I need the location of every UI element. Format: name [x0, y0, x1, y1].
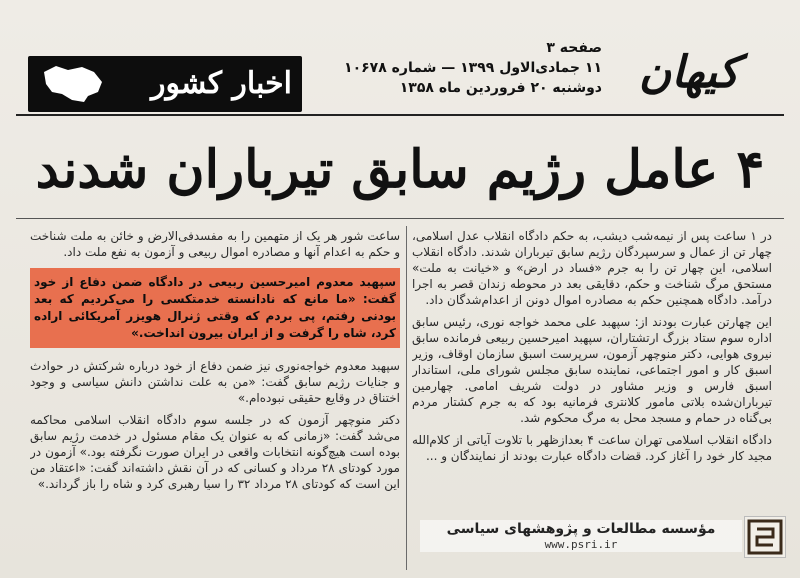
article-column-left: [30, 228, 400, 558]
hijri-date-issue: ۱۱ جمادی‌الاول ۱۳۹۹ — شماره ۱۰۶۷۸: [344, 60, 602, 76]
archive-watermark: [420, 520, 742, 552]
header-rule: [16, 114, 784, 116]
article-paragraph: دادگاه انقلاب اسلامی تهران ساعت ۴ بعدازظهر با تلاوت آیاتی از کلام‌الله مجید کار خود را آغاز کرد. قضات دادگاه عبارت بودند از نمایندگان و ...: [412, 433, 772, 463]
iran-map-icon: [38, 62, 108, 106]
main-headline: ۴ عامل رژیم سابق تیرباران شدند: [35, 139, 765, 200]
watermark-url: www.psri.ir: [544, 538, 618, 551]
issue-info: [302, 38, 602, 108]
section-title: اخبار کشور: [150, 66, 292, 101]
page-number: صفحه ۳: [546, 40, 602, 56]
article-paragraph: ساعت شور هر یک از متهمین را به مفسدفی‌الارض و خائن به ملت شناخت و حکم به اعدام آنها و مصادره اموال ربیعی و آزمون به نفع ملت داد.: [30, 229, 400, 259]
highlighted-quote: سپهبد معدوم امیرحسین ربیعی در دادگاه ضمن دفاع از خود گفت: «ما مانع كه نادانسته خدمتکسی را می‌کردیم که بعد بودنی رفتم، پی بردم که وقتی ژنرال هویزر آمریکائی اراده کرد، شاه را گرفت و از ایران بیرون انداخت.»: [30, 268, 400, 348]
article-paragraph: در ۱ ساعت پس از نیمه‌شب دیشب، به حکم دادگاه انقلاب عدل اسلامی، چهار تن از عمال و سرسپردگان رژیم سابق تیرباران شدند. دادگاه انقلاب اسلامی، این چهار تن را به جرم «فساد در ارض» و «خیانت به ملت» مستحق مرگ شناخت و حکم، دقایقی بعد در محوطه زندان قصر به اجرا درآمد. دادگاه همچنین حکم به مصادره اموال دونن از اعدام‌شدگان داد.: [412, 229, 772, 307]
article-paragraph: دکتر منوچهر آزمون که در جلسه سوم دادگاه انقلاب اسلامی محاکمه می‌شد گفت: «زمانی که به عنوان یک مقام مسئول در خدمت رژیم سابق بوده است هیچ‌گونه انتخابات واقعی در ایران صورت نگرفته بود.» آزمون در مورد کودتای ۲۸ مرداد و کسانی که در آن نقش داشته‌اند گفت: «اعتقاد من این است که کودتای ۲۸ مرداد ۳۲ را سیا رهبری کرد و شاه را باز گرداند.»: [30, 413, 400, 491]
masthead: [16, 32, 784, 112]
solar-date: دوشنبه ۲۰ فروردین ماه ۱۳۵۸: [399, 80, 602, 96]
article-paragraph: این چهارتن عبارت بودند از: سپهبد علی محمد خواجه نوری، رئیس سابق اداره سوم ستاد بزرگ ارتشتاران، سپهبد امیرحسین ربیعی فرمانده سابق نیروی هوایی، دکتر منوچهر آزمون، سرپرست اسبق سازمان اوقاف، وزیر اسبق کار و امور اجتماعی، نماینده سابق مجلس شورای ملی، استاندار اسبق فارس و وزیر مشاور در دولت شریف امامی. چهارمین تیرباران‌شده بلاتی مامور کلانتری فرمانیه بود که به جرم کشتار مردم بی‌گناه در حمام و مسجد محل به مرگ محکوم شد.: [412, 315, 772, 425]
column-divider: [406, 226, 407, 570]
headline-rule: [16, 218, 784, 219]
watermark-org: مؤسسه مطالعات و پژوهشهای سیاسی: [446, 521, 716, 537]
newspaper-logo: کیهان: [638, 47, 740, 98]
article-paragraph: سپهبد معدوم خواجه‌نوری نیز ضمن دفاع از خود درباره شرکتش در حوادث و جنایات رژیم سابق گفت: «من به علت نداشتن دانش سیاسی و وجود اختناق در وقایع حقیقی نبوده‌ام.»: [30, 359, 400, 405]
article-column-right: [412, 228, 772, 558]
institute-logo-icon: [744, 516, 786, 558]
section-banner: [28, 56, 302, 112]
